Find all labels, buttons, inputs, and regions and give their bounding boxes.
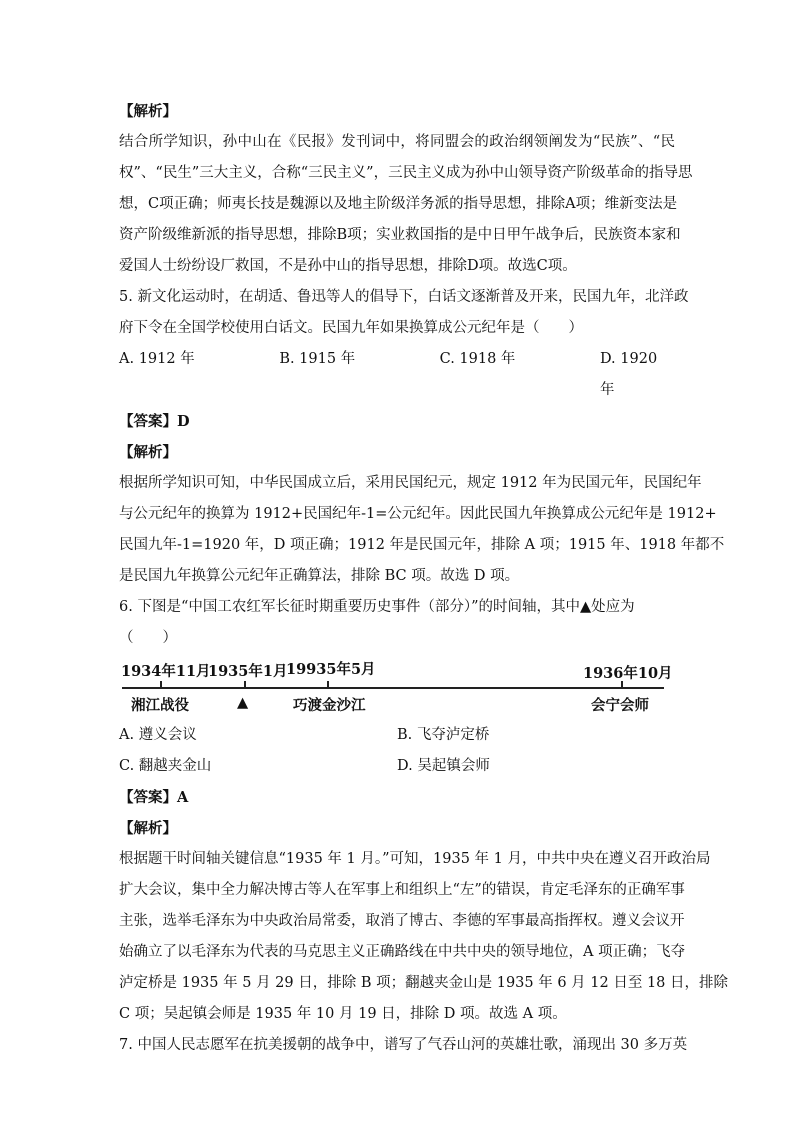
question-6-stem: 6. 下图是“中国工农红军长征时期重要历史事件（部分）”的时间轴，其中▲处应为 <box>119 599 635 615</box>
analysis-line: 想，C项正确；师夷长技是魏源以及地主阶级洋务派的指导思想，排除A项；维新变法是 <box>119 196 678 212</box>
timeline-date: 1936年10月 <box>583 665 673 682</box>
analysis-line: 泸定桥是 1935 年 5 月 29 日，排除 B 项；翻越夹金山是 1935 年 6 月 12 日至 18 日，排除 <box>119 975 729 991</box>
option-a: A. 遵义会议 <box>119 727 197 743</box>
question-5-stem: 府下令在全国学校使用白话文。民国九年如果换算成公元纪年是（ ） <box>119 320 583 336</box>
timeline-date: 19935年5月 <box>286 661 376 678</box>
option-c: C. 1918 年 <box>439 351 516 367</box>
timeline-date: 1935年1月 <box>208 663 288 680</box>
analysis-line: 民国九年-1=1920 年，D 项正确；1912 年是民国元年，排除 A 项；1915 年、1918 年都不 <box>119 537 725 553</box>
timeline-event: 湘江战役 <box>131 697 189 714</box>
analysis-line: 结合所学知识，孙中山在《民报》发刊词中，将同盟会的政治纲领阐发为“民族”、“民 <box>119 134 675 150</box>
timeline-event: 会宁会师 <box>591 697 649 714</box>
question-5-options <box>119 344 675 406</box>
analysis-line: 根据题干时间轴关键信息“1935 年 1 月。”可知，1935 年 1 月，中共中央在遵义召开政治局 <box>119 851 711 867</box>
analysis-line: 扩大会议，集中全力解决博古等人在军事上和组织上“左”的错误，肯定毛泽东的正确军事 <box>119 882 685 898</box>
analysis-line: 是民国九年换算公元纪年正确算法，排除 BC 项。故选 D 项。 <box>119 568 520 584</box>
option-c: C. 翻越夹金山 <box>119 758 212 774</box>
analysis-tag: 【解析】 <box>119 103 177 120</box>
timeline-date: 1934年11月 <box>121 663 211 680</box>
analysis-line: C 项；吴起镇会师是 1935 年 10 月 19 日，排除 D 项。故选 A 项。 <box>119 1006 567 1022</box>
option-b: B. 1915 年 <box>279 351 356 367</box>
timeline-figure <box>119 660 675 720</box>
analysis-line: 资产阶级维新派的指导思想，排除B项；实业救国指的是中日甲午战争后，民族资本家和 <box>119 227 681 243</box>
timeline-event-unknown: ▲ <box>237 694 249 711</box>
analysis-line: 根据所学知识可知，中华民国成立后，采用民国纪元，规定 1912 年为民国元年，民国纪年 <box>119 475 702 491</box>
timeline-event: 巧渡金沙江 <box>293 697 366 714</box>
analysis-tag: 【解析】 <box>119 444 177 461</box>
answer-tag: 【答案】D <box>119 413 190 430</box>
analysis-tag: 【解析】 <box>119 820 177 837</box>
question-6-stem: （ ） <box>119 630 177 646</box>
answer-tag: 【答案】A <box>119 789 189 806</box>
question-5-stem: 5. 新文化运动时，在胡适、鲁迅等人的倡导下，白话文逐渐普及开来，民国九年，北洋政 <box>119 289 689 305</box>
analysis-line: 权”、“民生”三大主义，合称“三民主义”，三民主义成为孙中山领导资产阶级革命的指导思 <box>119 165 693 181</box>
option-d: D. 1920 年 <box>599 351 658 398</box>
question-6-options <box>119 720 675 751</box>
option-b: B. 飞夺泸定桥 <box>397 727 490 743</box>
option-a: A. 1912 年 <box>119 351 195 367</box>
analysis-line: 始确立了以毛泽东为代表的马克思主义正确路线在中共中央的领导地位，A 项正确；飞夺 <box>119 944 686 960</box>
analysis-line: 主张，选举毛泽东为中央政治局常委，取消了博古、李德的军事最高指挥权。遵义会议开 <box>119 913 685 929</box>
option-d: D. 吴起镇会师 <box>397 758 490 774</box>
question-6-options <box>119 751 675 782</box>
question-7-stem: 7. 中国人民志愿军在抗美援朝的战争中，谱写了气吞山河的英雄壮歌，涌现出 30 多万英 <box>119 1037 688 1053</box>
document-page <box>119 96 729 1061</box>
analysis-line: 爱国人士纷纷设厂救国，不是孙中山的指导思想，排除D项。故选C项。 <box>119 258 577 274</box>
analysis-line: 与公元纪年的换算为 1912+民国纪年-1=公元纪年。因此民国九年换算成公元纪年是 1912+ <box>119 506 717 522</box>
